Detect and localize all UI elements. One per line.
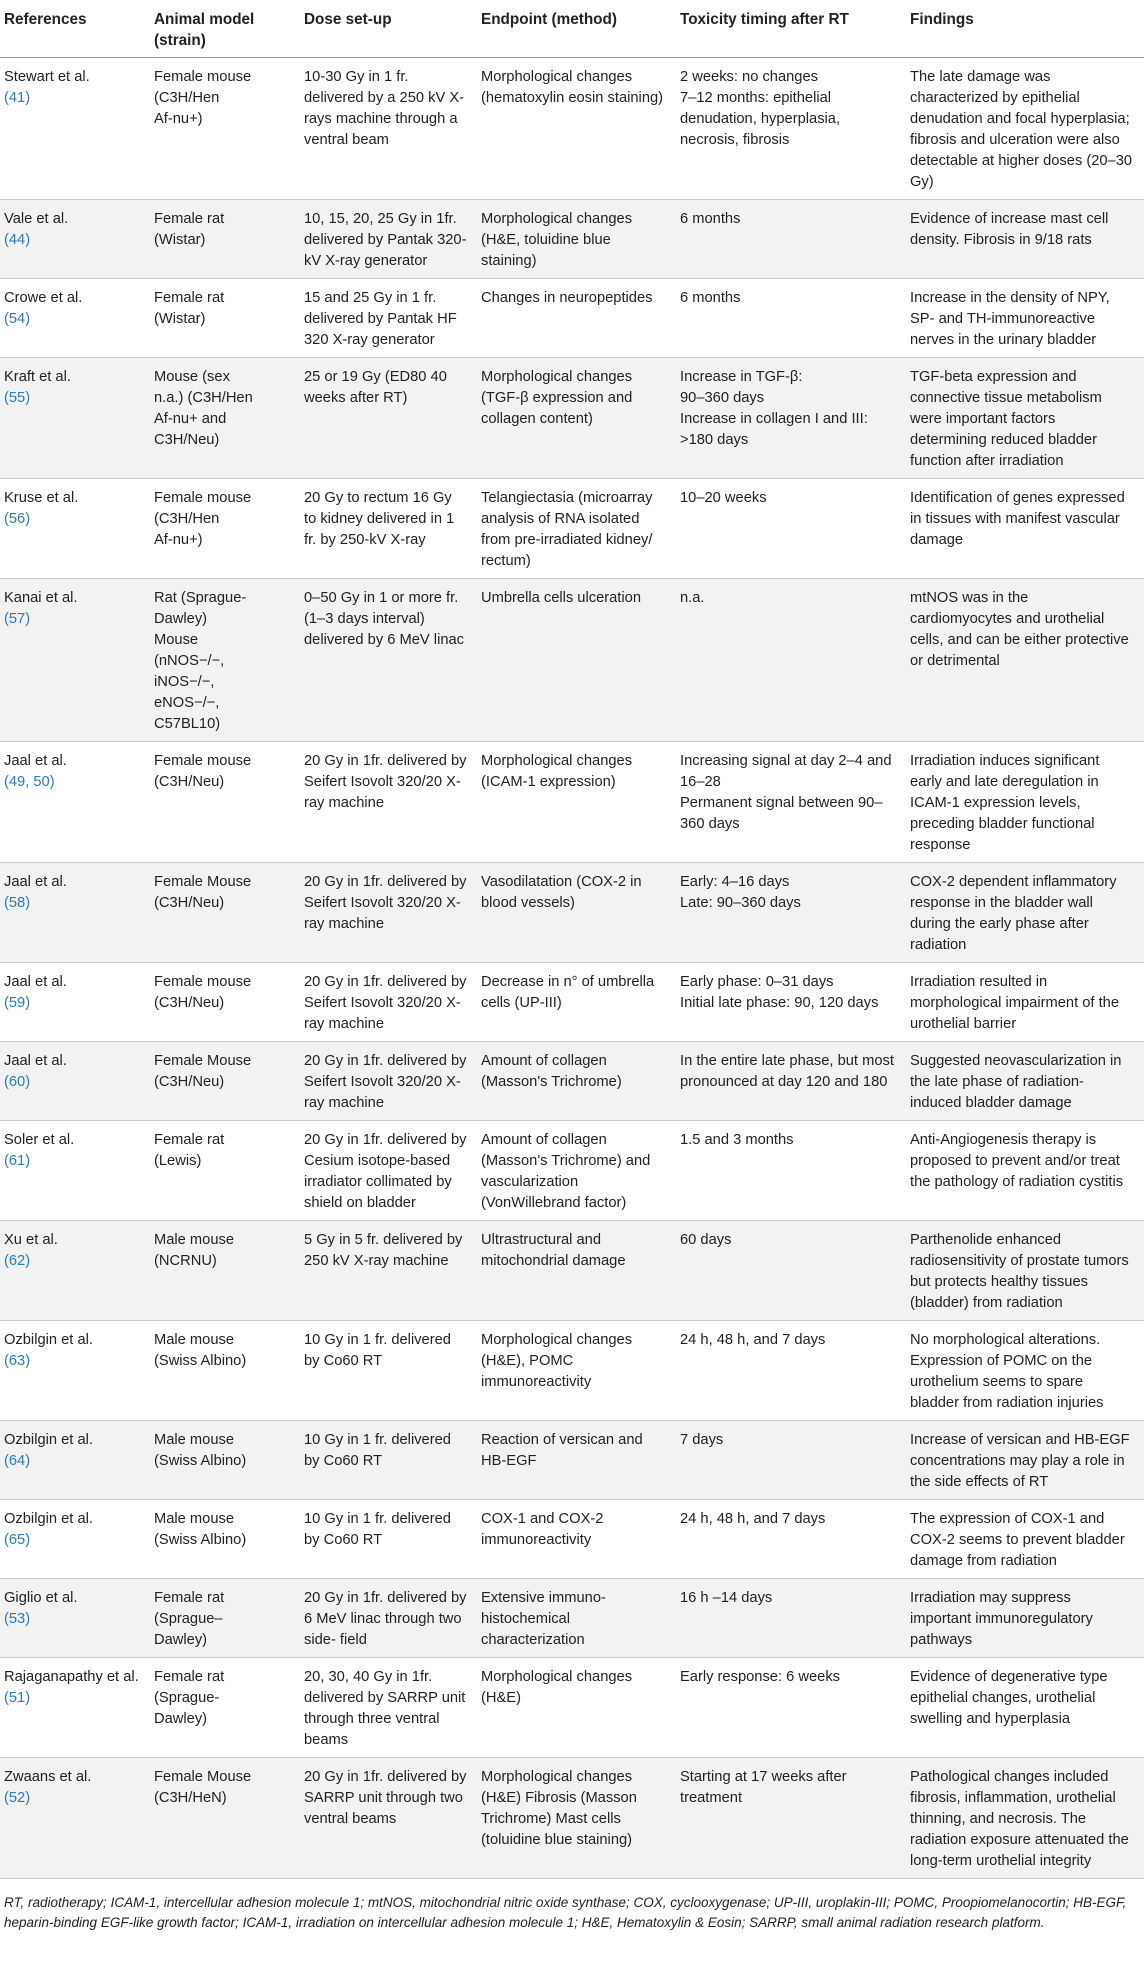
cell-dose: 25 or 19 Gy (ED80 40 weeks after RT) [300, 358, 477, 479]
cell-dose: 20 Gy in 1fr. delivered by Seifert Isovolt 320/20 X-ray machine [300, 742, 477, 863]
cell-endpoint: Morphological changes (H&E), POMC immunoreactivity [477, 1321, 676, 1421]
cell-findings: Evidence of increase mast cell density. Fibrosis in 9/18 rats [906, 200, 1144, 279]
cell-reference [0, 963, 150, 1042]
animal-model-line: (Wistar) [154, 232, 206, 248]
animal-model-line: Female Mouse [154, 1053, 252, 1069]
cell-findings: Irradiation resulted in morphological impairment of the urothelial barrier [906, 963, 1144, 1042]
animal-model-line: Male mouse [154, 1511, 234, 1527]
cell-endpoint: Amount of collagen (Masson's Trichrome) [477, 1042, 676, 1121]
cell-reference [0, 1321, 150, 1421]
cell-timing [676, 1321, 906, 1421]
animal-model-line: Female mouse [154, 753, 252, 769]
cell-dose: 20 Gy in 1fr. delivered by SARRP unit through two ventral beams [300, 1758, 477, 1879]
cell-findings: The late damage was characterized by epithelial denudation and focal hyperplasia; fibrosis and ulceration were also detectable at higher doses (20–30 Gy) [906, 58, 1144, 200]
animal-model-line: C57BL10) [154, 716, 221, 732]
citation-link[interactable]: (64) [4, 1453, 31, 1469]
cell-animal-model [150, 58, 300, 200]
animal-model-line: (NCRNU) [154, 1253, 217, 1269]
header-timing: Toxicity timing after RT [676, 0, 906, 58]
cell-animal-model [150, 1221, 300, 1321]
cell-animal-model [150, 579, 300, 742]
reference-author: Jaal et al. [4, 753, 67, 769]
citation-link[interactable]: (49, 50) [4, 774, 55, 790]
cell-findings: Increase of versican and HB-EGF concentrations may play a role in the side effects of RT [906, 1421, 1144, 1500]
timing-line: Early: 4–16 days [680, 874, 790, 890]
cell-reference [0, 1758, 150, 1879]
animal-model-line: Female mouse [154, 69, 252, 85]
cell-endpoint: Morphological changes (H&E, toluidine blue staining) [477, 200, 676, 279]
cell-dose: 20 Gy in 1fr. delivered by Seifert Isovolt 320/20 X-ray machine [300, 863, 477, 963]
cell-findings: mtNOS was in the cardiomyocytes and urothelial cells, and can be either protective or detrimental [906, 579, 1144, 742]
timing-line: 90–360 days [680, 390, 765, 406]
cell-endpoint: Morphological changes (H&E) Fibrosis (Masson Trichrome) Mast cells (toluidine blue staining) [477, 1758, 676, 1879]
header-references: References [0, 0, 150, 58]
animal-model-line: eNOS−/−, [154, 695, 220, 711]
reference-author: Jaal et al. [4, 1053, 67, 1069]
reference-author: Stewart et al. [4, 69, 90, 85]
animal-model-line: Mouse [154, 632, 199, 648]
reference-author: Zwaans et al. [4, 1769, 92, 1785]
citation-link[interactable]: (54) [4, 311, 31, 327]
reference-author: Kraft et al. [4, 369, 71, 385]
animal-model-line: Male mouse [154, 1232, 234, 1248]
cell-animal-model [150, 1758, 300, 1879]
timing-line: Increase in collagen I and III: >180 days [680, 411, 868, 448]
cell-findings: Evidence of degenerative type epithelial changes, urothelial swelling and hyperplasia [906, 1658, 1144, 1758]
timing-line: 24 h, 48 h, and 7 days [680, 1332, 826, 1348]
animal-model-line: (Wistar) [154, 311, 206, 327]
cell-timing [676, 279, 906, 358]
animal-model-line: Dawley) [154, 611, 208, 627]
cell-findings: Pathological changes included fibrosis, inflammation, urothelial thinning, and necrosis. The radiation exposure attenuated the long-term urothelial integrity [906, 1758, 1144, 1879]
cell-timing [676, 1042, 906, 1121]
cell-timing [676, 1500, 906, 1579]
timing-line: 6 months [680, 290, 741, 306]
animal-model-line: (Sprague– [154, 1611, 223, 1627]
timing-line: 6 months [680, 211, 741, 227]
animal-model-line: (Lewis) [154, 1153, 202, 1169]
citation-link[interactable]: (51) [4, 1690, 31, 1706]
reference-author: Ozbilgin et al. [4, 1511, 93, 1527]
table-row [0, 358, 1144, 479]
citation-link[interactable]: (60) [4, 1074, 31, 1090]
cell-animal-model [150, 1121, 300, 1221]
animal-model-line: Dawley) [154, 1711, 208, 1727]
animal-model-line: n.a.) (C3H/Hen [154, 390, 253, 406]
citation-link[interactable]: (55) [4, 390, 31, 406]
timing-line: Increasing signal at day 2–4 and 16–28 [680, 753, 892, 790]
table-row [0, 479, 1144, 579]
timing-line: 24 h, 48 h, and 7 days [680, 1511, 826, 1527]
cell-dose: 20 Gy in 1fr. delivered by Seifert Isovolt 320/20 X-ray machine [300, 1042, 477, 1121]
cell-timing [676, 1221, 906, 1321]
cell-endpoint: Extensive immuno-histochemical characterization [477, 1579, 676, 1658]
animal-model-line: (C3H/Neu) [154, 995, 225, 1011]
table-row [0, 742, 1144, 863]
cell-dose: 5 Gy in 5 fr. delivered by 250 kV X-ray machine [300, 1221, 477, 1321]
reference-author: Soler et al. [4, 1132, 75, 1148]
cell-endpoint: Morphological changes (ICAM-1 expression) [477, 742, 676, 863]
cell-animal-model [150, 279, 300, 358]
cell-findings: TGF-beta expression and connective tissue metabolism were important factors determining reduced bladder function after irradiation [906, 358, 1144, 479]
cell-timing [676, 579, 906, 742]
cell-reference [0, 1042, 150, 1121]
reference-author: Crowe et al. [4, 290, 83, 306]
animal-model-line: (Swiss Albino) [154, 1532, 247, 1548]
cell-timing [676, 479, 906, 579]
timing-line: n.a. [680, 590, 705, 606]
cell-endpoint: Amount of collagen (Masson's Trichrome) and vascularization (VonWillebrand factor) [477, 1121, 676, 1221]
cell-findings: The expression of COX-1 and COX-2 seems to prevent bladder damage from radiation [906, 1500, 1144, 1579]
table-row [0, 1579, 1144, 1658]
header-row [0, 0, 1144, 58]
animal-model-line: (C3H/Neu) [154, 895, 225, 911]
cell-endpoint: Morphological changes (TGF-β expression and collagen content) [477, 358, 676, 479]
table-row [0, 1758, 1144, 1879]
timing-line: Late: 90–360 days [680, 895, 801, 911]
citation-link[interactable]: (57) [4, 611, 31, 627]
animal-model-line: Female Mouse [154, 1769, 252, 1785]
cell-findings: Increase in the density of NPY, SP- and TH-immunoreactive nerves in the urinary bladder [906, 279, 1144, 358]
cell-endpoint: Vasodilatation (COX-2 in blood vessels) [477, 863, 676, 963]
cell-findings: Parthenolide enhanced radiosensitivity of prostate tumors but protects healthy tissues (bladder) from radiation [906, 1221, 1144, 1321]
header-findings: Findings [906, 0, 1144, 58]
animal-model-line: (C3H/Neu) [154, 1074, 225, 1090]
table-row [0, 1221, 1144, 1321]
reference-author: Kanai et al. [4, 590, 78, 606]
cell-timing [676, 963, 906, 1042]
header-dose: Dose set-up [300, 0, 477, 58]
animal-model-line: Af-nu+) [154, 111, 203, 127]
timing-line: Early response: 6 weeks [680, 1669, 841, 1685]
animal-model-line: (C3H/Hen [154, 90, 220, 106]
table-row [0, 963, 1144, 1042]
animal-model-line: (C3H/Hen [154, 511, 220, 527]
table-footnote: RT, radiotherapy; ICAM-1, intercellular adhesion molecule 1; mtNOS, mitochondrial nitric oxide synthase; COX, cyclooxygenase; UP-III, uroplakin-III; POMC, Proopiomelanocortin; HB-EGF, heparin-binding EGF-like growth factor; ICAM-1, irradiation on intercellular adhesion molecule 1; H&E, Hematoxylin & Eosin; SARRP, small animal radiation research platform. [4, 1895, 1127, 1930]
cell-dose: 20 Gy in 1fr. delivered by Seifert Isovolt 320/20 X-ray machine [300, 963, 477, 1042]
cell-endpoint: Umbrella cells ulceration [477, 579, 676, 742]
citation-link[interactable]: (52) [4, 1790, 31, 1806]
cell-animal-model [150, 1579, 300, 1658]
cell-animal-model [150, 358, 300, 479]
animal-model-line: Af-nu+) [154, 532, 203, 548]
cell-findings: Suggested neovascularization in the late phase of radiation-induced bladder damage [906, 1042, 1144, 1121]
animal-model-line: (nNOS−/−, [154, 653, 225, 669]
cell-animal-model [150, 1042, 300, 1121]
cell-dose: 10 Gy in 1 fr. delivered by Co60 RT [300, 1421, 477, 1500]
animal-model-line: (C3H/HeN) [154, 1790, 227, 1806]
reference-author: Ozbilgin et al. [4, 1432, 93, 1448]
cell-reference [0, 358, 150, 479]
animal-model-line: Rat (Sprague- [154, 590, 247, 606]
cell-animal-model [150, 1500, 300, 1579]
cell-dose: 10 Gy in 1 fr. delivered by Co60 RT [300, 1500, 477, 1579]
cell-reference [0, 479, 150, 579]
cell-reference [0, 279, 150, 358]
table-row [0, 200, 1144, 279]
cell-timing [676, 1658, 906, 1758]
table-row [0, 1421, 1144, 1500]
citation-link[interactable]: (53) [4, 1611, 31, 1627]
cell-reference [0, 863, 150, 963]
animal-model-line: Male mouse [154, 1432, 234, 1448]
cell-endpoint: Reaction of versican and HB-EGF [477, 1421, 676, 1500]
citation-link[interactable]: (58) [4, 895, 31, 911]
cell-timing [676, 742, 906, 863]
cell-reference [0, 1500, 150, 1579]
timing-line: 16 h –14 days [680, 1590, 773, 1606]
cell-endpoint: Morphological changes (hematoxylin eosin staining) [477, 58, 676, 200]
table-row [0, 579, 1144, 742]
animal-model-line: C3H/Neu) [154, 432, 220, 448]
cell-timing [676, 200, 906, 279]
reference-author: Ozbilgin et al. [4, 1332, 93, 1348]
table-row [0, 1321, 1144, 1421]
timing-line: 2 weeks: no changes [680, 69, 818, 85]
animal-model-line: Mouse (sex [154, 369, 230, 385]
cell-reference [0, 1221, 150, 1321]
reference-author: Jaal et al. [4, 874, 67, 890]
animal-model-line: Dawley) [154, 1632, 208, 1648]
cell-dose: 10, 15, 20, 25 Gy in 1fr. delivered by Pantak 320- kV X-ray generator [300, 200, 477, 279]
timing-line: 60 days [680, 1232, 732, 1248]
citation-link[interactable]: (56) [4, 511, 31, 527]
animal-model-line: Female rat [154, 290, 225, 306]
animal-model-line: Female mouse [154, 974, 252, 990]
cell-dose: 15 and 25 Gy in 1 fr. delivered by Pantak HF 320 X-ray generator [300, 279, 477, 358]
citation-link[interactable]: (61) [4, 1153, 31, 1169]
reference-author: Vale et al. [4, 211, 69, 227]
cell-timing [676, 1421, 906, 1500]
cell-findings: Identification of genes expressed in tissues with manifest vascular damage [906, 479, 1144, 579]
cell-dose: 20, 30, 40 Gy in 1fr. delivered by SARRP unit through three ventral beams [300, 1658, 477, 1758]
animal-model-line: Female Mouse [154, 874, 252, 890]
header-endpoint: Endpoint (method) [477, 0, 676, 58]
table-row [0, 1121, 1144, 1221]
citation-link[interactable]: (63) [4, 1353, 31, 1369]
citation-link[interactable]: (59) [4, 995, 31, 1011]
cell-endpoint: Decrease in n° of umbrella cells (UP-III) [477, 963, 676, 1042]
table-body [0, 58, 1144, 1879]
timing-line: Initial late phase: 90, 120 days [680, 995, 879, 1011]
cell-reference [0, 1421, 150, 1500]
cell-findings: Irradiation may suppress important immunoregulatory pathways [906, 1579, 1144, 1658]
animal-model-line: (Swiss Albino) [154, 1353, 247, 1369]
timing-line: 7–12 months: epithelial denudation, hyperplasia, necrosis, fibrosis [680, 90, 841, 148]
cell-reference [0, 1579, 150, 1658]
citation-link[interactable]: (41) [4, 90, 31, 106]
cell-endpoint: COX-1 and COX-2 immunoreactivity [477, 1500, 676, 1579]
cell-animal-model [150, 1421, 300, 1500]
reference-author: Giglio et al. [4, 1590, 78, 1606]
animal-model-line: iNOS−/−, [154, 674, 215, 690]
cell-dose: 20 Gy in 1fr. delivered by 6 MeV linac through two side- field [300, 1579, 477, 1658]
timing-line: Starting at 17 weeks after treatment [680, 1769, 847, 1806]
cell-endpoint: Telangiectasia (microarray analysis of RNA isolated from pre-irradiated kidney/ rectum) [477, 479, 676, 579]
animal-model-line: Female rat [154, 1132, 225, 1148]
timing-line: Early phase: 0–31 days [680, 974, 834, 990]
cell-animal-model [150, 963, 300, 1042]
cell-timing [676, 1579, 906, 1658]
cell-findings: Anti-Angiogenesis therapy is proposed to prevent and/or treat the pathology of radiation cystitis [906, 1121, 1144, 1221]
cell-animal-model [150, 200, 300, 279]
cell-findings: No morphological alterations. Expression of POMC on the urothelium seems to spare bladder from radiation injuries [906, 1321, 1144, 1421]
cell-reference [0, 200, 150, 279]
cell-reference [0, 1658, 150, 1758]
cell-animal-model [150, 742, 300, 863]
cell-animal-model [150, 863, 300, 963]
cell-dose: 10-30 Gy in 1 fr. delivered by a 250 kV X-rays machine through a ventral beam [300, 58, 477, 200]
timing-line: Increase in TGF-β: [680, 369, 803, 385]
cell-dose: 0–50 Gy in 1 or more fr. (1–3 days interval) delivered by 6 MeV linac [300, 579, 477, 742]
timing-line: In the entire late phase, but most pronounced at day 120 and 180 [680, 1053, 894, 1090]
cell-dose: 20 Gy to rectum 16 Gy to kidney delivered in 1 fr. by 250-kV X-ray [300, 479, 477, 579]
reference-author: Rajaganapathy et al. [4, 1669, 139, 1685]
cell-dose: 10 Gy in 1 fr. delivered by Co60 RT [300, 1321, 477, 1421]
timing-line: 1.5 and 3 months [680, 1132, 794, 1148]
animal-model-line: (Sprague- [154, 1690, 220, 1706]
timing-line: Permanent signal between 90–360 days [680, 795, 883, 832]
cell-findings: Irradiation induces significant early and late deregulation in ICAM-1 expression levels, preceding bladder functional response [906, 742, 1144, 863]
citation-link[interactable]: (65) [4, 1532, 31, 1548]
animal-model-line: Female rat [154, 211, 225, 227]
table-row [0, 1500, 1144, 1579]
table-row [0, 1042, 1144, 1121]
cell-timing [676, 1758, 906, 1879]
table-row [0, 1658, 1144, 1758]
citation-link[interactable]: (62) [4, 1253, 31, 1269]
timing-line: 10–20 weeks [680, 490, 767, 506]
reference-author: Jaal et al. [4, 974, 67, 990]
animal-model-line: Male mouse [154, 1332, 234, 1348]
cell-endpoint: Ultrastructural and mitochondrial damage [477, 1221, 676, 1321]
animal-model-line: (Swiss Albino) [154, 1453, 247, 1469]
cell-timing [676, 58, 906, 200]
timing-line: 7 days [680, 1432, 724, 1448]
cell-findings: COX-2 dependent inflammatory response in the bladder wall during the early phase after radiation [906, 863, 1144, 963]
cell-reference [0, 1121, 150, 1221]
cell-reference [0, 742, 150, 863]
animal-model-line: Female rat [154, 1669, 225, 1685]
reference-author: Xu et al. [4, 1232, 58, 1248]
cell-timing [676, 358, 906, 479]
cell-endpoint: Morphological changes (H&E) [477, 1658, 676, 1758]
cell-animal-model [150, 1658, 300, 1758]
cell-animal-model [150, 1321, 300, 1421]
animal-model-line: Female mouse [154, 490, 252, 506]
cell-reference [0, 579, 150, 742]
citation-link[interactable]: (44) [4, 232, 31, 248]
table-row [0, 279, 1144, 358]
cell-endpoint: Changes in neuropeptides [477, 279, 676, 358]
table-row [0, 58, 1144, 200]
cell-reference [0, 58, 150, 200]
cell-dose: 20 Gy in 1fr. delivered by Cesium isotope-based irradiator collimated by shield on bladder [300, 1121, 477, 1221]
animal-model-line: Female rat [154, 1590, 225, 1606]
animal-model-line: (C3H/Neu) [154, 774, 225, 790]
cell-timing [676, 863, 906, 963]
header-animal-model: Animal model (strain) [150, 0, 300, 58]
cell-animal-model [150, 479, 300, 579]
cell-timing [676, 1121, 906, 1221]
table-row [0, 863, 1144, 963]
reference-author: Kruse et al. [4, 490, 79, 506]
animal-model-line: Af-nu+ and [154, 411, 227, 427]
